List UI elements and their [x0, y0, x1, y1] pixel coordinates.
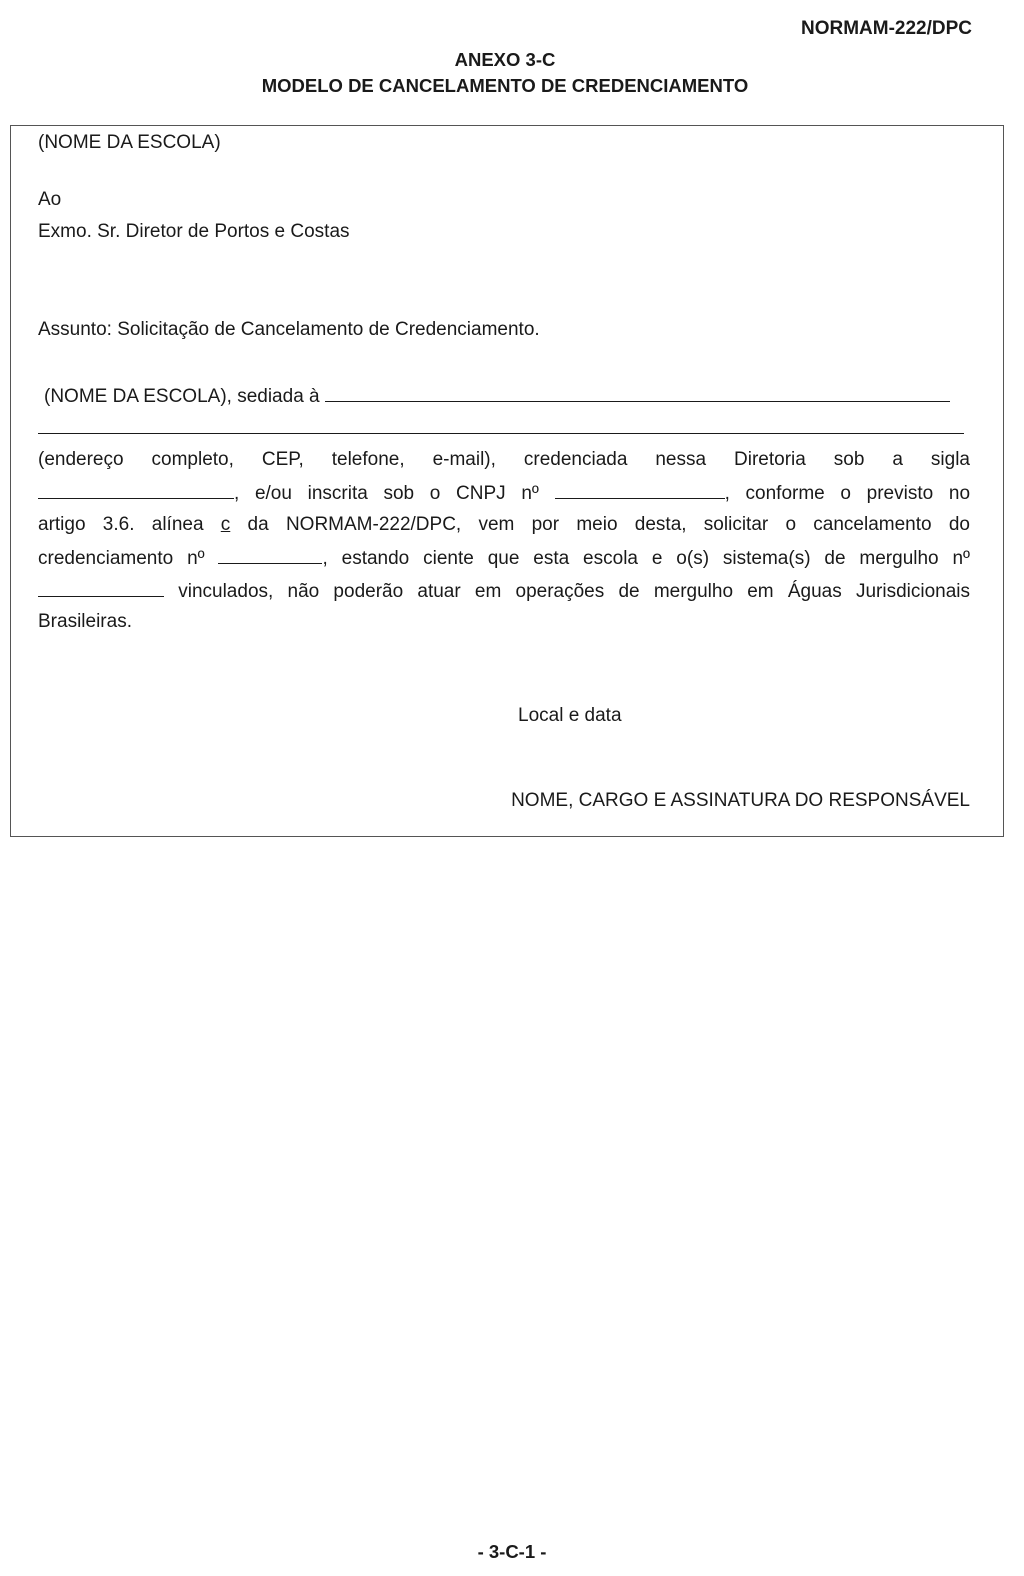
credential-number-blank	[218, 545, 322, 564]
body-l4-b: , conforme o previsto no	[724, 483, 971, 504]
body-l5-b: da NORMAM-222/DPC, vem por meio desta, solicitar o cancelamento do	[247, 514, 970, 535]
school-name: (NOME DA ESCOLA)	[38, 132, 221, 153]
cnpj-blank	[555, 480, 725, 499]
title-block	[0, 47, 1010, 99]
recipient: Exmo. Sr. Diretor de Portos e Costas	[38, 221, 350, 242]
body-l6-b: , estando ciente que esta escola e o(s) sistema(s) de mergulho nº	[322, 548, 971, 569]
place-date: Local e data	[518, 705, 622, 726]
document-code: NORMAM-222/DPC	[800, 18, 972, 39]
subject: Assunto: Solicitação de Cancelamento de Credenciamento.	[38, 319, 540, 340]
signature-line: NOME, CARGO E ASSINATURA DO RESPONSÁVEL	[511, 790, 970, 811]
address-blank	[325, 383, 950, 402]
sigla-blank	[38, 480, 234, 499]
address-blank-line	[38, 433, 964, 434]
body-l4-a: , e/ou inscrita sob o CNPJ nº	[234, 483, 539, 504]
body-l5-a: artigo 3.6. alínea	[38, 514, 204, 535]
document-title: MODELO DE CANCELAMENTO DE CREDENCIAMENTO	[261, 75, 749, 96]
body-line-3: (endereço completo, CEP, telefone, e-mail), credenciada nessa Diretoria sob a sigla	[38, 449, 970, 470]
body-l5-letter: c	[220, 514, 231, 535]
body-line-8: Brasileiras.	[38, 611, 132, 632]
body-line-6	[38, 545, 970, 571]
body-line-4	[38, 480, 970, 506]
annex-label: ANEXO 3-C	[454, 49, 556, 70]
body-l7: vinculados, não poderão atuar em operações de mergulho em Águas Jurisdicionais	[178, 581, 970, 602]
body-p1-start: (NOME DA ESCOLA), sediada à	[44, 386, 320, 407]
body-line-1	[44, 383, 950, 409]
body-l6-a: credenciamento nº	[38, 548, 205, 569]
page-number: - 3-C-1 -	[477, 1541, 547, 1562]
system-number-blank	[38, 578, 164, 597]
to-line: Ao	[38, 189, 62, 210]
body-line-5	[38, 513, 970, 537]
body-line-7	[38, 578, 970, 604]
